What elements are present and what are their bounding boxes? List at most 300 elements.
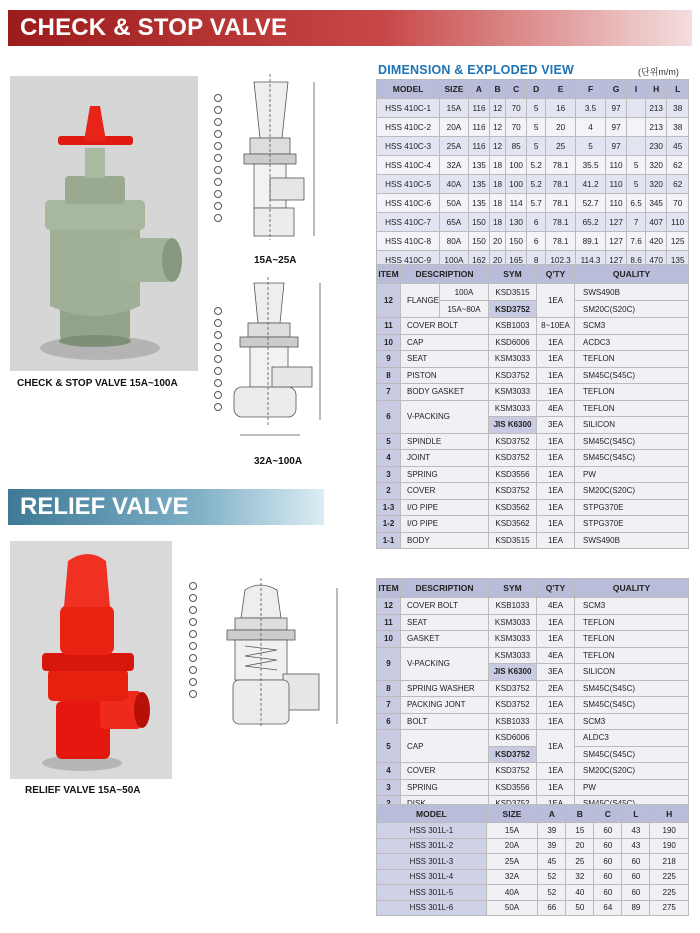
table-cell: [627, 99, 646, 118]
table-cell: HSS 410C-8: [377, 232, 440, 251]
check-valve-title: CHECK & STOP VALVE: [8, 10, 692, 46]
table-cell: 5: [527, 118, 546, 137]
table-cell: TEFLON: [575, 351, 689, 368]
flange-size-1: 100A: [440, 284, 488, 301]
table-cell: 125: [667, 232, 689, 251]
table-cell: 5.2: [527, 156, 546, 175]
table-cell: COVER BOLT: [401, 318, 489, 335]
table-cell: 64: [594, 900, 622, 916]
table-cell: 4: [377, 450, 401, 467]
table-cell: HSS 410C-7: [377, 213, 440, 232]
table-cell: 7: [627, 213, 646, 232]
table-row: [377, 156, 689, 175]
table-cell: 1EA: [537, 532, 575, 549]
table-cell: 78.1: [545, 194, 575, 213]
table-row: [377, 680, 689, 697]
table-cell: 20: [545, 118, 575, 137]
column-header: C: [594, 805, 622, 823]
table-cell: KSM3033: [489, 631, 537, 648]
table-cell: SM20C(S20C): [575, 301, 689, 318]
table-cell: 8~10EA: [537, 318, 575, 335]
table-cell: 8: [527, 251, 546, 270]
column-header: Q'TY: [537, 579, 575, 598]
table-cell: 62: [667, 175, 689, 194]
table-row: [377, 900, 689, 916]
column-header: SIZE: [486, 805, 538, 823]
table-cell: 2EA: [537, 680, 575, 697]
table-cell: 470: [645, 251, 667, 270]
table-cell: 1EA: [537, 483, 575, 500]
table-cell: ACDC3: [575, 334, 689, 351]
table-cell: 60: [594, 838, 622, 854]
table-cell: KSD3556: [489, 466, 537, 483]
table-cell: V-PACKING: [401, 400, 489, 433]
table-cell: JOINT: [401, 450, 489, 467]
table-cell: 70: [505, 118, 527, 137]
table-cell: 102.3: [545, 251, 575, 270]
table-row: [377, 118, 689, 137]
table-cell: 7: [377, 384, 401, 401]
table-cell: HSS 410C-2: [377, 118, 440, 137]
table-cell: 135: [468, 175, 490, 194]
flange-size-2: 15A~80A: [447, 304, 481, 314]
table-cell: 5.2: [527, 175, 546, 194]
table-cell: KSD3562: [489, 516, 537, 533]
table-cell: 97: [605, 137, 627, 156]
table-cell: 78.1: [545, 175, 575, 194]
table-cell: 65.2: [576, 213, 606, 232]
table-cell: 5: [627, 175, 646, 194]
table-cell: 100: [505, 175, 527, 194]
table-cell: 1EA: [537, 384, 575, 401]
table-cell: 41.2: [576, 175, 606, 194]
table-cell: KSB1033: [489, 598, 537, 615]
table-cell: 114: [505, 194, 527, 213]
table-row: [377, 334, 689, 351]
table-cell: KSD3752: [489, 763, 537, 780]
table-cell: 97: [605, 99, 627, 118]
table-cell: 39: [538, 838, 566, 854]
table-cell: 1EA: [537, 367, 575, 384]
table-cell: 16: [545, 99, 575, 118]
table-cell: 60: [622, 854, 650, 870]
table-cell: KSB1003: [489, 318, 537, 335]
column-header: E: [545, 80, 575, 99]
table-cell: 4EA: [537, 400, 575, 417]
table-cell: 127: [605, 213, 627, 232]
table-cell: 1EA: [537, 516, 575, 533]
table-cell: 52: [538, 885, 566, 901]
table-cell: 345: [645, 194, 667, 213]
table-cell: COVER BOLT: [401, 598, 489, 615]
table-cell: I/O PIPE: [401, 499, 489, 516]
table-cell: 407: [645, 213, 667, 232]
table-cell: 230: [645, 137, 667, 156]
table-cell: HSS 301L-3: [377, 854, 487, 870]
table-row: [377, 99, 689, 118]
table-cell: 20A: [486, 838, 538, 854]
column-header: A: [468, 80, 490, 99]
table-cell: 20: [490, 232, 506, 251]
table-cell: KSD3752: [489, 301, 537, 318]
table-cell: KSB1033: [489, 713, 537, 730]
column-header: QUALITY: [575, 579, 689, 598]
table-row: [377, 631, 689, 648]
table-cell: 190: [650, 838, 689, 854]
table-cell: 62: [667, 156, 689, 175]
table-cell: 1EA: [537, 697, 575, 714]
table-cell: 1EA: [537, 730, 575, 763]
table-cell: TEFLON: [575, 400, 689, 417]
table-cell: 127: [605, 251, 627, 270]
table-cell: 20: [490, 251, 506, 270]
table-row: [377, 713, 689, 730]
table-cell: KSD3556: [489, 779, 537, 796]
check-parts-table: [376, 264, 689, 549]
table-cell: 15A: [486, 823, 538, 839]
table-cell: HSS 301L-1: [377, 823, 487, 839]
table-cell: KSD3752: [489, 746, 537, 763]
table-cell: KSM3033: [489, 400, 537, 417]
column-header: SYM: [489, 579, 537, 598]
table-cell: 110: [605, 175, 627, 194]
table-cell: 25A: [440, 137, 469, 156]
table-cell: HSS 410C-6: [377, 194, 440, 213]
table-cell: KSD3515: [489, 532, 537, 549]
table-cell: 60: [594, 823, 622, 839]
column-header: SYM: [489, 265, 537, 284]
table-cell: 6.5: [627, 194, 646, 213]
table-cell: 60: [622, 885, 650, 901]
table-cell: 5: [627, 156, 646, 175]
table-cell: 18: [490, 194, 506, 213]
table-cell: KSD3752: [489, 367, 537, 384]
table-cell: SCM3: [575, 713, 689, 730]
table-cell: 78.1: [545, 232, 575, 251]
dimension-table: [376, 79, 689, 270]
table-cell: 5: [576, 137, 606, 156]
check-valve-drawing-large: [210, 275, 335, 455]
table-cell: 4EA: [537, 647, 575, 664]
table-cell: 8: [377, 680, 401, 697]
table-cell: BODY GASKET: [401, 384, 489, 401]
table-row: [377, 838, 689, 854]
table-cell: 1EA: [537, 334, 575, 351]
table-cell: 25: [545, 137, 575, 156]
table-cell: STPG370E: [575, 516, 689, 533]
table-cell: 3EA: [537, 417, 575, 434]
table-row: [377, 400, 689, 417]
table-cell: 110: [605, 156, 627, 175]
table-cell: BODY: [401, 532, 489, 549]
table-cell: KSD3752: [489, 433, 537, 450]
table-cell: 1-2: [377, 516, 401, 533]
relief-valve-caption: RELIEF VALVE 15A~50A: [25, 785, 141, 796]
table-row: [377, 213, 689, 232]
table-cell: 5.7: [527, 194, 546, 213]
table-cell: PW: [575, 779, 689, 796]
table-cell: HSS 410C-1: [377, 99, 440, 118]
table-row: [377, 367, 689, 384]
table-cell: SM20C(S20C): [575, 483, 689, 500]
table-cell: 7.6: [627, 232, 646, 251]
table-cell: 135: [468, 156, 490, 175]
table-row: [377, 823, 689, 839]
dimension-title: DIMENSION & EXPLODED VIEW: [378, 63, 574, 77]
table-cell: 32A: [486, 869, 538, 885]
table-cell: I/O PIPE: [401, 516, 489, 533]
column-header: SIZE: [440, 80, 469, 99]
table-cell: 110: [667, 213, 689, 232]
table-cell: 5: [377, 730, 401, 763]
table-cell: 1EA: [537, 351, 575, 368]
table-cell: HSS 301L-5: [377, 885, 487, 901]
table-cell: SPRING: [401, 779, 489, 796]
table-cell: SWS490B: [575, 284, 689, 301]
drawing-small-label: 15A~25A: [254, 255, 297, 266]
table-cell: SPRING WASHER: [401, 680, 489, 697]
table-cell: [627, 118, 646, 137]
column-header: L: [667, 80, 689, 99]
table-cell: 78.1: [545, 213, 575, 232]
table-row: [377, 384, 689, 401]
table-cell: 3: [377, 779, 401, 796]
table-cell: SPRING: [401, 466, 489, 483]
table-cell: PACKING JONT: [401, 697, 489, 714]
table-cell: 1EA: [537, 466, 575, 483]
table-cell: KSM3033: [489, 647, 537, 664]
table-cell: STPG370E: [575, 499, 689, 516]
table-cell: 6: [527, 232, 546, 251]
table-cell: HSS 301L-4: [377, 869, 487, 885]
table-cell: [401, 284, 489, 318]
table-cell: 20: [566, 838, 594, 854]
table-cell: KSD3752: [489, 450, 537, 467]
table-cell: 80A: [440, 232, 469, 251]
table-cell: 1EA: [537, 631, 575, 648]
table-cell: 4EA: [537, 598, 575, 615]
table-cell: 35.5: [576, 156, 606, 175]
table-cell: 12: [377, 284, 401, 318]
table-cell: KSM3033: [489, 614, 537, 631]
column-header: G: [605, 80, 627, 99]
table-cell: SEAT: [401, 351, 489, 368]
column-header: B: [566, 805, 594, 823]
table-cell: 40A: [440, 175, 469, 194]
table-cell: 50A: [486, 900, 538, 916]
table-cell: 3.5: [576, 99, 606, 118]
table-cell: 66: [538, 900, 566, 916]
table-cell: 43: [622, 823, 650, 839]
table-cell: 12: [490, 137, 506, 156]
table-cell: 4: [377, 763, 401, 780]
table-cell: 89.1: [576, 232, 606, 251]
table-cell: 100A: [440, 251, 469, 270]
table-row: [377, 697, 689, 714]
table-cell: 52: [538, 869, 566, 885]
table-cell: 6: [377, 400, 401, 433]
table-cell: 60: [622, 869, 650, 885]
table-cell: KSD3562: [489, 499, 537, 516]
table-cell: KSD3515: [489, 284, 537, 301]
table-cell: KSD3752: [489, 697, 537, 714]
column-header: ITEM: [377, 579, 401, 598]
table-cell: 10: [377, 631, 401, 648]
table-row: [377, 175, 689, 194]
table-cell: 2: [377, 483, 401, 500]
column-header: D: [527, 80, 546, 99]
check-valve-photo: [10, 76, 198, 371]
table-cell: 4: [576, 118, 606, 137]
table-row: [377, 483, 689, 500]
table-cell: 45: [667, 137, 689, 156]
table-cell: 218: [650, 854, 689, 870]
column-header: QUALITY: [575, 265, 689, 284]
table-cell: SCM3: [575, 598, 689, 615]
table-row: [377, 614, 689, 631]
table-cell: 5: [527, 99, 546, 118]
table-cell: 45: [538, 854, 566, 870]
table-cell: 9: [377, 647, 401, 680]
relief-parts-table: [376, 578, 689, 829]
table-cell: 12: [490, 99, 506, 118]
table-cell: 320: [645, 156, 667, 175]
table-cell: SILICON: [575, 417, 689, 434]
table-cell: 1EA: [537, 779, 575, 796]
table-cell: KSD3752: [489, 483, 537, 500]
flange-label: FLANGE: [407, 296, 440, 305]
table-cell: 114.3: [576, 251, 606, 270]
table-cell: 116: [468, 118, 490, 137]
table-cell: 116: [468, 99, 490, 118]
table-row: [377, 763, 689, 780]
table-cell: COVER: [401, 483, 489, 500]
table-cell: 32: [566, 869, 594, 885]
table-cell: [627, 137, 646, 156]
table-cell: BOLT: [401, 713, 489, 730]
table-row: [377, 499, 689, 516]
column-header: MODEL: [377, 805, 487, 823]
table-cell: 1EA: [537, 284, 575, 318]
table-cell: 3EA: [537, 664, 575, 681]
table-cell: TEFLON: [575, 631, 689, 648]
table-cell: 135: [468, 194, 490, 213]
column-header: F: [576, 80, 606, 99]
table-cell: 1EA: [537, 450, 575, 467]
table-cell: HSS 410C-9: [377, 251, 440, 270]
table-cell: 150: [468, 232, 490, 251]
table-cell: 1EA: [537, 713, 575, 730]
table-cell: TEFLON: [575, 647, 689, 664]
table-cell: 60: [594, 885, 622, 901]
table-cell: 15A: [440, 99, 469, 118]
column-header: A: [538, 805, 566, 823]
table-cell: COVER: [401, 763, 489, 780]
relief-dimension-table: [376, 804, 689, 916]
table-cell: PW: [575, 466, 689, 483]
table-cell: 9: [377, 351, 401, 368]
drawing-large-label: 32A~100A: [254, 456, 303, 467]
table-cell: 213: [645, 118, 667, 137]
table-cell: SM45C(S45C): [575, 697, 689, 714]
table-cell: 1-3: [377, 499, 401, 516]
table-cell: SWS490B: [575, 532, 689, 549]
table-cell: 12: [377, 598, 401, 615]
table-cell: ALDC3: [575, 730, 689, 747]
table-cell: 50A: [440, 194, 469, 213]
table-cell: 116: [468, 137, 490, 156]
column-header: ITEM: [377, 265, 401, 284]
table-cell: 8: [377, 367, 401, 384]
relief-valve-image: [10, 541, 172, 779]
table-row: [377, 598, 689, 615]
table-cell: 43: [622, 838, 650, 854]
table-cell: HSS 410C-3: [377, 137, 440, 156]
table-cell: KSM3033: [489, 351, 537, 368]
table-cell: 275: [650, 900, 689, 916]
table-row: [377, 647, 689, 664]
table-cell: 85: [505, 137, 527, 156]
table-cell: 3: [377, 466, 401, 483]
table-cell: SCM3: [575, 318, 689, 335]
table-cell: 110: [605, 194, 627, 213]
table-cell: PISTON: [401, 367, 489, 384]
column-header: H: [645, 80, 667, 99]
table-cell: SPINDLE: [401, 433, 489, 450]
table-row: [377, 885, 689, 901]
table-cell: 60: [594, 854, 622, 870]
table-cell: SM45C(S45C): [575, 367, 689, 384]
check-valve-drawing-small: [210, 68, 330, 253]
table-cell: 11: [377, 318, 401, 335]
table-cell: 7: [377, 697, 401, 714]
table-cell: 1EA: [537, 433, 575, 450]
table-cell: SILICON: [575, 664, 689, 681]
table-cell: HSS 301L-2: [377, 838, 487, 854]
table-row: [377, 318, 689, 335]
table-cell: KSM3033: [489, 384, 537, 401]
table-row: [377, 232, 689, 251]
table-cell: CAP: [401, 730, 489, 763]
table-cell: 89: [622, 900, 650, 916]
table-cell: 8.6: [627, 251, 646, 270]
table-cell: 70: [505, 99, 527, 118]
relief-valve-photo: [10, 541, 172, 779]
table-cell: HSS 410C-4: [377, 156, 440, 175]
table-cell: 1-1: [377, 532, 401, 549]
table-cell: TEFLON: [575, 384, 689, 401]
table-cell: CAP: [401, 334, 489, 351]
relief-valve-drawing: [185, 578, 355, 738]
column-header: B: [490, 80, 506, 99]
table-row: [377, 284, 689, 301]
table-cell: 20A: [440, 118, 469, 137]
table-cell: 150: [505, 232, 527, 251]
table-cell: KSD3752: [489, 680, 537, 697]
table-cell: 5: [377, 433, 401, 450]
table-cell: 135: [667, 251, 689, 270]
table-cell: 162: [468, 251, 490, 270]
table-cell: 25: [566, 854, 594, 870]
table-row: [377, 137, 689, 156]
table-cell: 78.1: [545, 156, 575, 175]
column-header: I: [627, 80, 646, 99]
column-header: C: [505, 80, 527, 99]
table-row: [377, 779, 689, 796]
table-cell: 97: [605, 118, 627, 137]
table-cell: 52.7: [576, 194, 606, 213]
table-row: [377, 433, 689, 450]
